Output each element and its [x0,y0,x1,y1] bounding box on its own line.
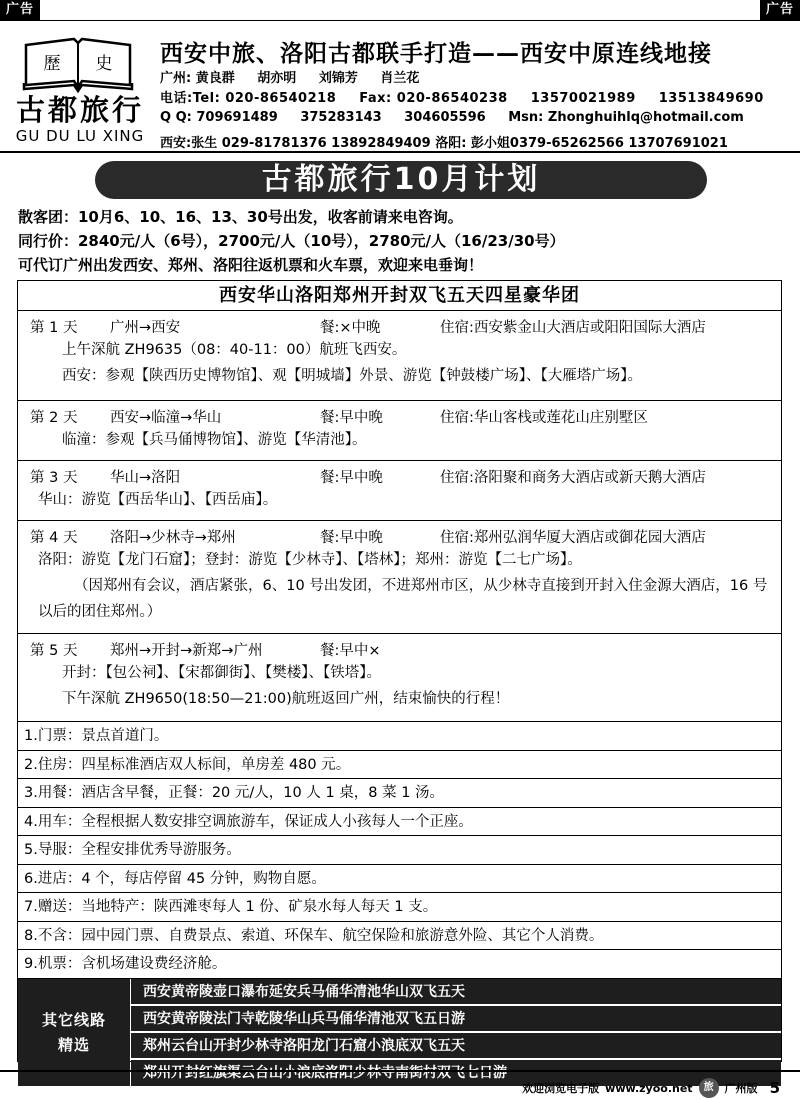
day-meals: 餐:早中晚 [320,410,383,426]
logo [6,29,154,151]
term-item: 9.机票：含机场建设费经济舱。 [18,950,781,979]
day-label: 第 4 天 [30,530,78,546]
qq-label: Q Q: [160,110,192,125]
day-route: 华山→洛阳 [110,470,181,486]
contact-name: 黄良群 [195,71,235,86]
term-item: 6.进店：4 个，每店停留 45 分钟，购物自愿。 [18,865,781,894]
day-header [18,521,781,547]
regional-contacts [160,132,728,151]
other-route-item: 西安黄帝陵壶口瀑布延安兵马俑华清池华山双飞五天 [131,979,781,1005]
page-number: 5 [769,1079,780,1097]
fax-number: 020-86540238 [396,91,508,106]
qq-number: 709691489 [196,110,278,125]
day-route: 洛阳→少林寺→郑州 [110,530,236,546]
day-detail: 洛阳：游览【龙门石窟】；登封：游览【少林寺】、【塔林】；郑州：游览【二七广场】。 [38,552,582,568]
day-label: 第 5 天 [30,643,78,659]
day-row [18,401,781,461]
msn-address: Zhonghuihlq@hotmail.com [547,110,744,125]
day-meals: 餐:×中晚 [320,320,381,336]
ticket-service-note: 可代订广州出发西安、郑州、洛阳往返机票和火车票，欢迎来电垂询！ [18,256,484,274]
other-route-item: 郑州云台山开封少林寺洛阳龙门石窟小浪底双飞五天 [131,1033,781,1059]
other-routes-label-line: 精选 [57,1035,90,1054]
mobile-number: 13570021989 [530,91,636,106]
open-book-icon [22,33,134,93]
contact-name: 刘锦芳 [318,71,358,86]
qq-number: 304605596 [404,110,486,125]
day-row [18,521,781,634]
day-hotel: 住宿:华山客栈或莲花山庄别墅区 [440,410,648,426]
day-header [18,634,781,660]
other-route-item: 西安黄帝陵法门寺乾陵华山兵马俑华清池双飞五日游 [131,1006,781,1032]
qq-msn-line [160,110,744,125]
day-hotel: 住宿:郑州弘润华厦大酒店或御花园大酒店 [440,530,706,546]
logo-name: 古都旅行 [15,93,144,127]
footer-text: 欢迎浏览电子版 [522,1082,600,1095]
plan-banner: 古都旅行10月计划 [95,161,707,199]
day-row [18,461,781,521]
other-routes-label-line: 其它线路 [41,1010,106,1029]
day-header [18,461,781,487]
day-detail: 西安：参观【陕西历史博物馆】、观【明城墙】外景、游览【钟鼓楼广场】、【大雁塔广场】。 [62,368,642,384]
day-hotel: 住宿:西安紫金山大酒店或阳阳国际大酒店 [440,320,706,336]
day-note: （因郑州有会议，酒店紧张，6、10 号出发团，不进郑州市区，从少林寺直接到开封入住金源大酒店，16 号以后的团住郑州。） [38,578,768,620]
footer-divider [0,1070,800,1072]
qq-number: 375283143 [300,110,382,125]
ad-tag-left: 广告 [0,0,40,20]
luoyang-contact: 彭小姐0379-65262566 13707691021 [470,136,728,151]
other-route-item: 郑州开封红旗渠云台山小浪底洛阳少林寺南街村双飞七日游 [131,1060,781,1086]
day-label: 第 2 天 [30,410,78,426]
book-char-left: 歷 [43,54,61,74]
itinerary-table [17,280,782,1081]
day-detail: 临潼：参观【兵马俑博物馆】、游览【华清池】。 [62,432,367,448]
tel-number: 020-86540218 [225,91,337,106]
book-char-right: 史 [95,54,113,74]
luoyang-label: 洛阳: [435,136,467,151]
departure-dates: 散客团：10月6、10、16、13、30号出发，收客前请来电咨询。 [18,208,463,226]
ad-tag-right: 广告 [760,0,800,20]
day-meals: 餐:早中晚 [320,530,383,546]
day-detail: 下午深航 ZH9650(18:50—21:00)航班返回广州，结束愉快的行程！ [62,691,510,707]
agency-header [0,20,800,153]
day-row [18,311,781,401]
footer-logo-icon: 旅 [699,1078,719,1098]
day-header [18,311,781,337]
phone-line [160,87,764,106]
page-footer [522,1078,780,1098]
term-item: 8.不含：园中园门票、自费景点、索道、环保车、航空保险和旅游意外险、其它个人消费。 [18,922,781,951]
term-item: 1.门票：景点首道门。 [18,722,781,751]
term-item: 7.赠送：当地特产：陕西滩枣每人 1 份、矿泉水每人每天 1 支。 [18,893,781,922]
contact-name: 肖兰花 [380,71,420,86]
day-meals: 餐:早中晚 [320,470,383,486]
term-item: 3.用餐：酒店含早餐，正餐：20 元/人，10 人 1 桌，8 菜 1 汤。 [18,779,781,808]
day-detail: 开封：【包公祠】、【宋都御街】、【樊楼】、【铁塔】。 [62,665,381,681]
term-item: 2.住房：四星标准酒店双人标间，单房差 480 元。 [18,751,781,780]
contact-name: 胡亦明 [257,71,297,86]
guangzhou-label: 广州: [160,71,192,86]
day-detail: 华山：游览【西岳华山】、【西岳庙】。 [38,492,278,508]
xian-label: 西安: [160,136,192,151]
trade-price: 同行价：2840元/人（6号），2700元/人（10号），2780元/人（16/23/30号） [18,232,565,250]
day-hotel: 住宿:洛阳聚和商务大酒店或新天鹅大酒店 [440,470,706,486]
day-meals: 餐:早中× [320,643,381,659]
header-title: 西安中旅、洛阳古都联手打造——西安中原连线地接 [160,41,712,67]
day-route: 郑州→开封→新郑→广州 [110,643,263,659]
guangzhou-contacts [160,67,419,86]
day-route: 西安→临潼→华山 [110,410,222,426]
day-route: 广州→西安 [110,320,181,336]
day-label: 第 1 天 [30,320,78,336]
day-row [18,634,781,722]
msn-label: Msn: [508,110,544,125]
tour-title: 西安华山洛阳郑州开封双飞五天四星豪华团 [18,281,781,311]
term-item: 5.导服：全程安排优秀导游服务。 [18,836,781,865]
day-label: 第 3 天 [30,470,78,486]
footer-url[interactable]: www.zyoo.net [605,1081,693,1095]
fax-label: Fax: [359,91,392,106]
tel-label: 电话:Tel: [160,91,221,106]
day-detail: 上午深航 ZH9635（08：40-11：00）航班飞西安。 [62,342,407,358]
day-header [18,401,781,427]
footer-edition: 广州版 [724,1082,758,1095]
logo-pinyin: GU DU LU XING [15,127,145,145]
xian-contact: 张生 029-81781376 13892849409 [191,136,431,151]
term-item: 4.用车：全程根据人数安排空调旅游车，保证成人小孩每人一个正座。 [18,808,781,837]
mobile-number: 13513849690 [658,91,764,106]
